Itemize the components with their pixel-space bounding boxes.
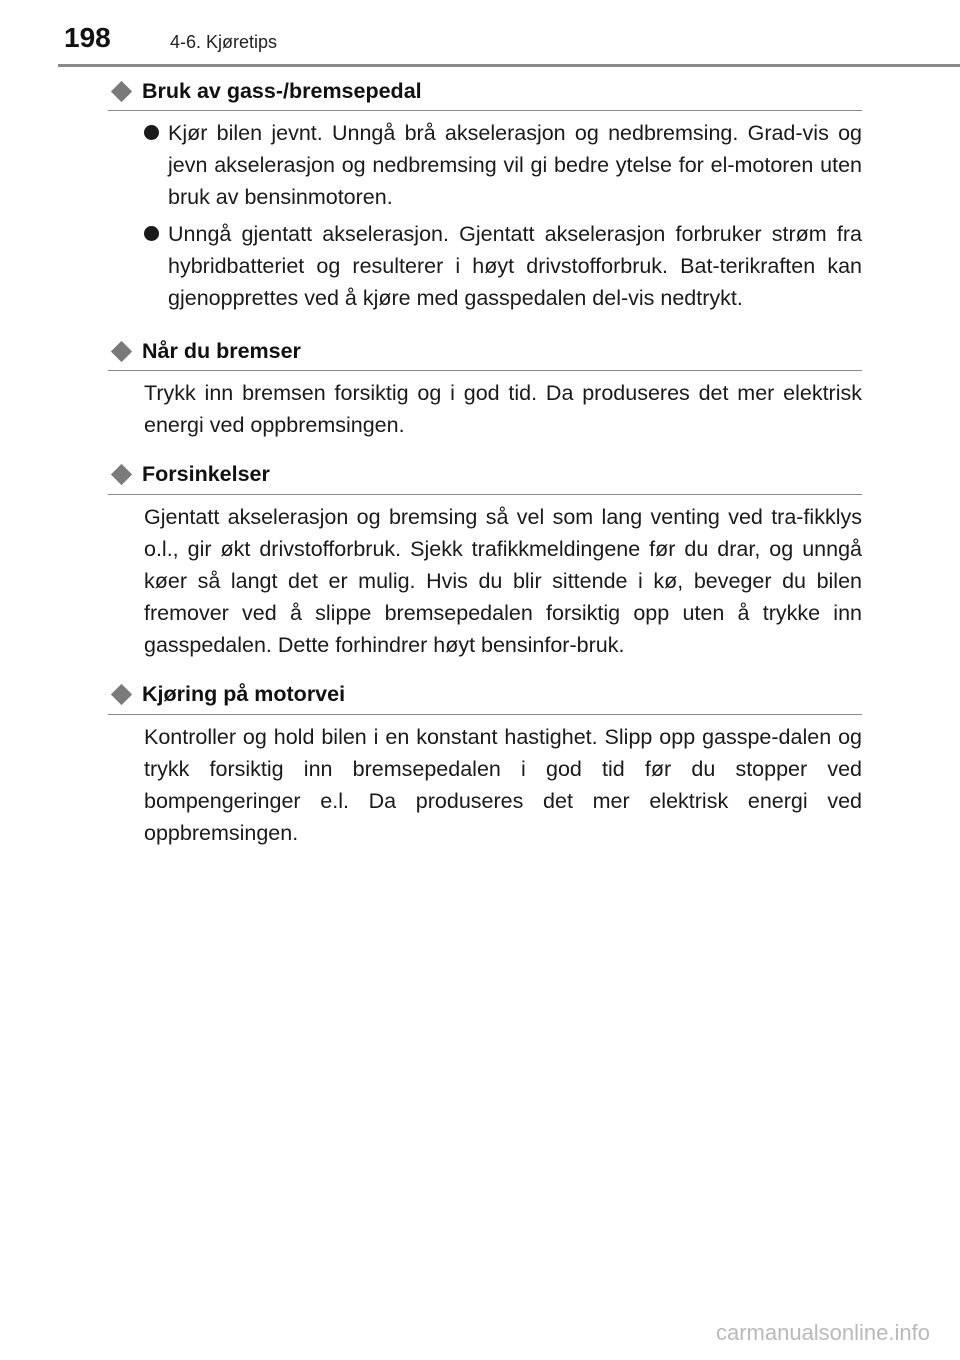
section-paragraph: Kontroller og hold bilen i en konstant hastighet. Slipp opp gasspe-dalen og trykk forsiktig inn bremsepedalen i god tid før du stopper ved bompengeringer e.l. Da produseres det mer elektrisk energi ved oppbremsingen.: [144, 724, 862, 846]
bullet-text: Unngå gjentatt akselerasjon. Gjentatt akselerasjon forbruker strøm fra hybridbatteriet og resulterer i høyt drivstofforbruk. Bat-terikraften kan gjenopprettes ved å kjøre med gasspedalen del-vis nedtrykt.: [168, 221, 862, 311]
page-number: 198: [64, 22, 111, 53]
diamond-bullet-icon: [111, 80, 132, 101]
section-braking: [108, 332, 862, 455]
section-label: 4-6. Kjøretips: [170, 32, 278, 52]
section-heading-text: Forsinkelser: [142, 462, 270, 487]
section-body: [108, 111, 862, 332]
bullet-text: Kjør bilen jevnt. Unngå brå akselerasjon og nedbremsing. Grad-vis og jevn akselerasjon og nedbremsing vil gi bedre ytelse for el-motoren uten bruk av bensinmotoren.: [168, 121, 862, 210]
section-heading: [108, 332, 862, 371]
section-pedal-use: [108, 72, 862, 332]
bullet-dot-icon: [144, 125, 159, 140]
diamond-bullet-icon: [111, 341, 132, 362]
section-heading-text: Bruk av gass-/bremsepedal: [142, 78, 422, 103]
bullet-dot-icon: [144, 226, 159, 241]
section-delays: [108, 456, 862, 676]
bullet-item: [108, 117, 862, 214]
section-heading: [108, 676, 862, 715]
section-heading-text: Kjøring på motorvei: [142, 682, 346, 707]
page-header: [0, 0, 960, 66]
section-body: [108, 715, 862, 864]
section-body: [108, 495, 862, 676]
bullet-item: [108, 218, 862, 315]
section-paragraph: Trykk inn bremsen forsiktig og i god tid. Da produseres det mer elektrisk energi ved oppbremsingen.: [144, 381, 862, 438]
section-highway-driving: [108, 676, 862, 864]
section-heading-text: Når du bremser: [142, 338, 301, 363]
diamond-bullet-icon: [111, 684, 132, 705]
diamond-bullet-icon: [111, 464, 132, 485]
section-heading: [108, 72, 862, 111]
section-paragraph: Gjentatt akselerasjon og bremsing så vel som lang venting ved tra-fikklys o.l., gir økt drivstofforbruk. Sjekk trafikkmeldingene før du drar, og unngå køer så langt det er mulig. Hvis du blir sittende i kø, beveger du bilen fremover ved å slippe bremsepedalen forsiktig opp uten å trykke inn gasspedalen. Dette forhindrer høyt bensinfor-bruk.: [144, 504, 862, 658]
section-body: [108, 371, 862, 455]
watermark-text: carmanualsonline.info: [715, 1320, 930, 1345]
header-divider: [58, 64, 960, 67]
page-content: [108, 72, 862, 863]
section-heading: [108, 456, 862, 495]
